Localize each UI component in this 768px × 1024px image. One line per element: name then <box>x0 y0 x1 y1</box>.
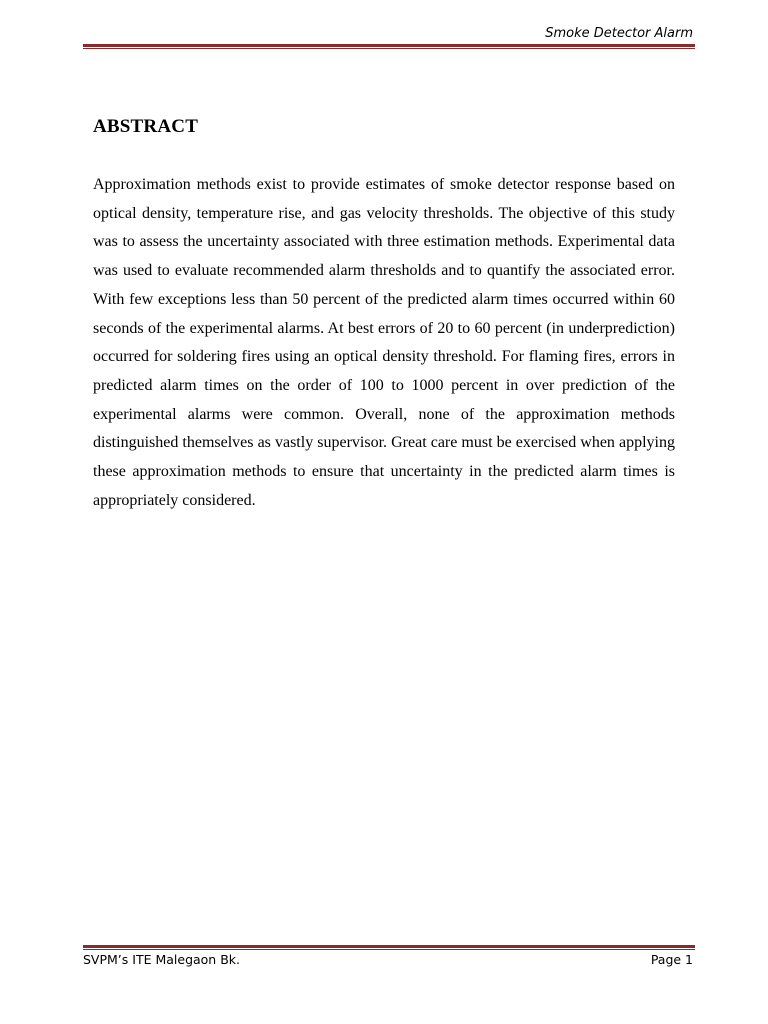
footer-rule <box>83 945 695 948</box>
section-heading: ABSTRACT <box>93 116 199 137</box>
footer-rule-thin <box>83 949 695 950</box>
running-header-title: Smoke Detector Alarm <box>545 26 693 41</box>
footer-institution: SVPM’s ITE Malegaon Bk. <box>83 952 240 967</box>
abstract-paragraph: Approximation methods exist to provide estimates of smoke detector response based on optical density, temperature rise, and gas velocity thresholds. The objective of this study was to assess the uncertainty associated with three estimation methods. Experimental data was used to evaluate recommended alarm thresholds and to quantify the associated error. With few exceptions less than 50 percent of the predicted alarm times occurred within 60 seconds of the experimental alarms. At best errors of 20 to 60 percent (in underprediction) occurred for soldering fires using an optical density threshold. For flaming fires, errors in predicted alarm times on the order of 100 to 1000 percent in over prediction of the experimental alarms were common. Overall, none of the approximation methods distinguished themselves as vastly supervisor. Great care must be exercised when applying these approximation methods to ensure that uncertainty in the predicted alarm times is appropriately considered. <box>93 176 675 509</box>
page-number: Page 1 <box>650 952 693 967</box>
header-rule-thin <box>83 48 695 49</box>
header-rule <box>83 44 695 47</box>
